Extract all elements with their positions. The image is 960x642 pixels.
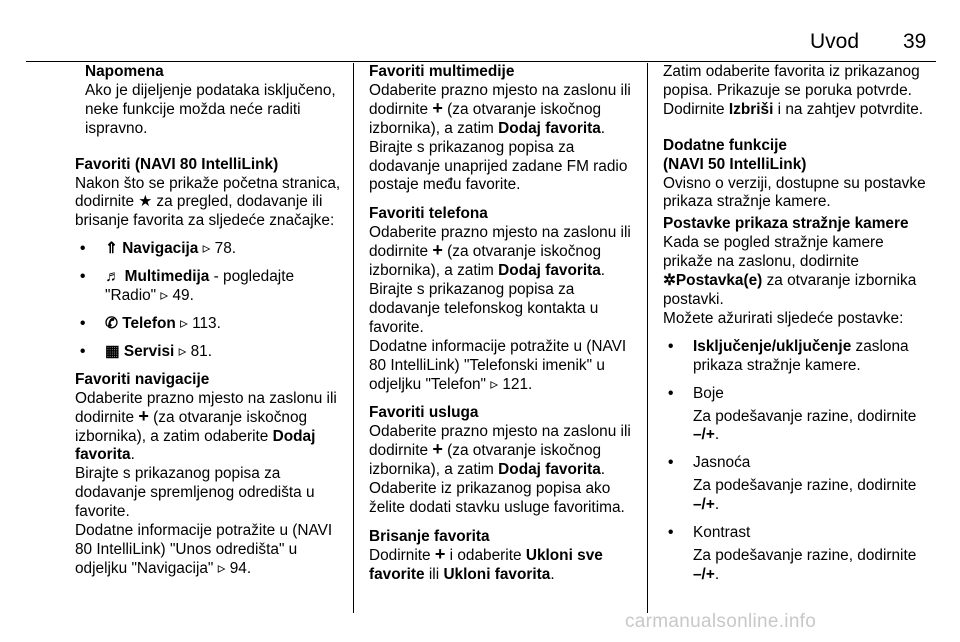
list-item: • ♬ Multimedija - pogledajte "Radio" ▹ 49. — [80, 268, 295, 305]
navigation-icon: ⇑ — [105, 240, 118, 258]
list-item: • Isključenje/uključenje zaslona prikaza stražnje kamere. — [668, 337, 909, 374]
phone-favorites-section — [369, 205, 635, 394]
phone-icon: ✆ — [105, 314, 118, 332]
column-2 — [369, 63, 635, 585]
camera-settings-section — [663, 215, 935, 328]
bullet: • — [80, 268, 86, 286]
list-item: • Kontrast Za podešavanje razine, dodirnite –/+. — [663, 524, 935, 585]
del-text: Dodirnite + i odaberite Ukloni sve favorite ili Ukloni favorita. — [369, 543, 603, 583]
page-ref: 78 — [214, 240, 232, 258]
nav-favorites-text: Odaberite prazno mjesto na zaslonu ili dodirnite + (za otvaranje iskočnog izbornika), a zatim odaberite Dodaj favorita. — [75, 389, 337, 464]
page-number: 39 — [903, 30, 927, 53]
nav-favorites-title: Favoriti navigacije — [75, 370, 210, 388]
srv-title: Favoriti usluga — [369, 404, 479, 422]
extra-functions-section — [663, 137, 935, 213]
column-divider-1 — [353, 63, 354, 613]
multimedia-icon: ♬ — [105, 268, 121, 286]
ref-arrow-icon: ▹ — [202, 240, 211, 258]
plus-icon: + — [432, 240, 443, 261]
camera-settings-list — [663, 338, 935, 585]
bullet: • — [668, 337, 674, 355]
services-icon: ▦ — [105, 342, 120, 360]
gear-icon: ✲ — [663, 272, 676, 290]
header-rule — [26, 61, 936, 62]
tel-p2: Birajte s prikazanog popisa za dodavanje telefonskog kontakta u favorite. — [369, 280, 599, 336]
section-title: Uvod — [810, 30, 860, 53]
minus-plus-icon: –/+ — [693, 496, 715, 514]
mm-title: Favoriti multimedije — [369, 63, 515, 80]
nav-favorites-p3: Dodatne informacije potražite u (NAVI 80 IntelliLink) "Unos odredišta" u odjeljku "Navigacija" ▹ 94. — [75, 522, 333, 577]
plus-icon: + — [138, 405, 149, 426]
update-text: Možete ažurirati sljedeće postavke: — [663, 309, 904, 327]
multimedia-favorites-section — [369, 63, 635, 195]
list-item: • ✆ Telefon ▹ 113. — [80, 314, 221, 332]
bullet: • — [668, 384, 674, 402]
ref-arrow-icon: ▹ — [217, 559, 226, 577]
mm-text: Odaberite prazno mjesto na zaslonu ili dodirnite + (za otvaranje iskočnog izbornika), a zatim Dodaj favorita. — [369, 81, 631, 137]
extra-text: Ovisno o verziji, dostupne su postavke prikaza stražnje kamere. — [663, 174, 926, 211]
favorites-text: Nakon što se prikaže početna stranica, dodirnite ★ za pregled, dodavanje ili brisanje favorita za sljedeće značajke: — [75, 174, 341, 230]
ref-arrow-icon: ▹ — [178, 342, 187, 360]
service-favorites-section — [369, 404, 635, 517]
srv-text: Odaberite prazno mjesto na zaslonu ili dodirnite + (za otvaranje iskočnog izbornika), a zatim Dodaj favorita. — [369, 423, 631, 479]
extra-title-2: (NAVI 50 IntelliLink) — [663, 155, 807, 173]
nav-favorites-p2: Birajte s prikazanog popisa za dodavanje spremljenog odredišta u favorite. — [75, 465, 315, 521]
list-item: • ⇑ Navigacija ▹ 78. — [80, 240, 237, 258]
list-item: • Jasnoća Za podešavanje razine, dodirnite –/+. — [663, 454, 935, 515]
tel-p3: Dodatne informacije potražite u (NAVI 80 IntelliLink) "Telefonski imenik" u odjeljku "Telefon" ▹ 121. — [369, 337, 627, 393]
del-title: Brisanje favorita — [369, 527, 490, 545]
note-box — [75, 63, 347, 139]
ref-arrow-icon: ▹ — [160, 287, 169, 305]
plus-icon: + — [432, 97, 443, 118]
watermark: carmanualsonline.info — [625, 611, 817, 632]
bullet: • — [80, 342, 86, 360]
bullet: • — [668, 454, 674, 472]
favorites-list — [75, 240, 347, 362]
srv-p2: Odaberite iz prikazanog popisa ako želite dodati stavku usluge favoritima. — [369, 480, 625, 516]
list-item-sub: Za podešavanje razine, dodirnite –/+. — [693, 546, 917, 583]
plus-icon: + — [432, 439, 443, 460]
note-title: Napomena — [85, 63, 164, 80]
camera-settings-text: Kada se pogled stražnje kamere prikaže na zaslonu, dodirnite ✲Postavka(e) za otvaranje izbornika postavki. — [663, 234, 917, 308]
list-item-sub: Za podešavanje razine, dodirnite –/+. — [693, 407, 917, 444]
list-item-label: Servisi — [123, 342, 175, 360]
bullet: • — [80, 314, 86, 332]
list-item-label: Navigacija — [122, 240, 199, 258]
list-item: • Boje Za podešavanje razine, dodirnite –/+. — [663, 385, 935, 446]
minus-plus-icon: –/+ — [693, 565, 715, 583]
column-3 — [663, 63, 935, 594]
page-ref: 49 — [172, 287, 190, 305]
page-ref: 113 — [192, 314, 217, 332]
tel-title: Favoriti telefona — [369, 205, 488, 223]
ref-arrow-icon: ▹ — [490, 375, 499, 393]
plus-icon: + — [434, 543, 446, 564]
ref-arrow-icon: ▹ — [180, 314, 188, 332]
column-divider-2 — [647, 63, 648, 613]
camera-settings-title: Postavke prikaza stražnje kamere — [663, 215, 909, 233]
page-ref: 81 — [190, 342, 208, 360]
tel-text: Odaberite prazno mjesto na zaslonu ili dodirnite + (za otvaranje iskočnog izbornika), a zatim Dodaj favorita. — [369, 224, 631, 280]
column-1 — [75, 63, 347, 579]
favorites-title: Favoriti (NAVI 80 IntelliLink) — [75, 155, 279, 173]
list-item-suffix: - pogledajte "Radio" — [105, 268, 295, 305]
delete-favorites-section — [369, 528, 635, 585]
list-item: • ▦ Servisi ▹ 81. — [80, 342, 213, 360]
list-item-label: Telefon — [122, 314, 176, 332]
delete-confirm-text: Zatim odaberite favorita iz prikazanog popisa. Prikazuje se poruka potvrde. Dodirnite Izbriši i na zahtjev potvrdite. — [663, 63, 924, 118]
minus-plus-icon: –/+ — [693, 426, 715, 444]
list-item-sub: Za podešavanje razine, dodirnite –/+. — [693, 477, 917, 514]
mm-p2: Birajte s prikazanog popisa za dodavanje unaprijed zadane FM radio postaje među favorite. — [369, 138, 628, 194]
bullet: • — [668, 524, 674, 542]
favorites-section — [75, 156, 347, 232]
nav-favorites-section — [75, 371, 347, 579]
extra-title-1: Dodatne funkcije — [663, 136, 787, 154]
bullet: • — [80, 240, 86, 258]
list-item-label: Multimedija — [124, 268, 210, 286]
note-text: Ako je dijeljenje podataka isključeno, neke funkcije možda neće raditi ispravno. — [85, 81, 336, 137]
